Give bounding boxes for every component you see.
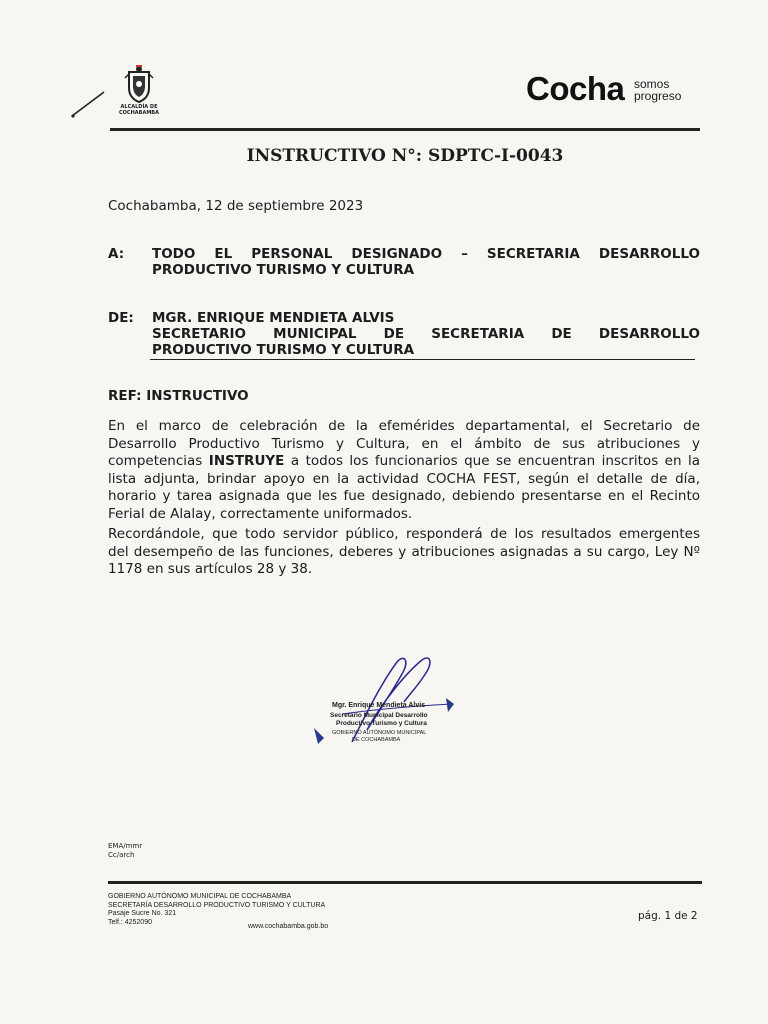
sender-label: DE: xyxy=(108,310,134,326)
signature-stamp xyxy=(312,652,462,752)
sender-line-3: PRODUCTIVO TURISMO Y CULTURA xyxy=(152,342,415,358)
stamp-org-2: DE COCHABAMBA xyxy=(352,737,401,743)
footer-address xyxy=(108,893,325,927)
recipient-line-2: PRODUCTIVO TURISMO Y CULTURA xyxy=(152,262,415,278)
initials-line-2: Cc/arch xyxy=(108,851,135,859)
cocha-brand-logo xyxy=(526,72,706,108)
footer-line-2: SECRETARÍA DESARROLLO PRODUCTIVO TURISMO Y CULTURA xyxy=(108,901,326,909)
signer-role-2: Productivo Turismo y Cultura xyxy=(336,720,427,727)
footer-line-1: GOBIERNO AUTÓNOMO MUNICIPAL DE COCHABAMBA xyxy=(108,893,292,900)
footer-line-3: Pasaje Sucre No. 321 xyxy=(108,910,177,917)
reference: REF: INSTRUCTIVO xyxy=(108,388,249,404)
document-date: Cochabamba, 12 de septiembre 2023 xyxy=(108,198,364,214)
sender-divider xyxy=(150,359,695,360)
recipient-line-1: TODO EL PERSONAL DESIGNADO – SECRETARIA DESARROLLO xyxy=(152,246,700,262)
footer-divider xyxy=(108,881,702,884)
footer-line-4: Telf.: 4252090 xyxy=(108,918,152,926)
municipality-logo xyxy=(112,64,166,120)
document-title: INSTRUCTIVO N°: SDPTC-I-0043 xyxy=(246,146,564,166)
header-divider xyxy=(110,128,700,131)
body-paragraph-1 xyxy=(108,418,700,524)
brand-name: Cocha xyxy=(526,70,625,107)
sender-line-1: MGR. ENRIQUE MENDIETA ALVIS xyxy=(152,310,395,326)
p2-line-2: del desempeño de las funciones, deberes y atribuciones asignadas a su cargo, Ley Nº xyxy=(108,543,700,560)
body-paragraph-2 xyxy=(108,526,700,579)
stamp-org-1: GOBIERNO AUTÓNOMO MUNICIPAL xyxy=(332,730,427,736)
instruye-keyword: INSTRUYE xyxy=(208,453,285,470)
muni-logo-caption-2: COCHABAMBA xyxy=(119,110,159,116)
p2-line-3: 1178 en sus artículos 28 y 38. xyxy=(108,561,313,578)
p1-line-5: horario y tarea asignada que les fue designado, debiendo presentarse en el Recinto xyxy=(108,488,700,505)
p1-line-3: competencias INSTRUYE a todos los funcionarios que se encuentran inscritos en la xyxy=(108,453,700,470)
muni-logo-caption-1: ALCALDÍA DE xyxy=(120,104,158,110)
signer-name: Mgr. Enrique Mendieta Alvis xyxy=(332,702,426,709)
p1-line-1: En el marco de celebración de la efemérides departamental, el Secretario de xyxy=(108,418,700,434)
initials-block xyxy=(108,842,142,860)
p2-line-1: Recordándole, que todo servidor público, responderá de los resultados emergentes xyxy=(108,526,700,542)
initials-line-1: EMA/mmr xyxy=(108,842,143,850)
p1-line-2: Desarrollo Productivo Turismo y Cultura, en el ámbito de sus atribuciones y xyxy=(108,435,700,452)
footer-website: www.cochabamba.gob.bo xyxy=(248,923,329,930)
signer-role-1: Secretario Municipal Desarrollo xyxy=(330,712,428,719)
recipient-label: A: xyxy=(108,246,125,262)
p1-line-4: lista adjunta, brindar apoyo en la actividad COCHA FEST, según el detalle de día, xyxy=(108,470,700,487)
pen-stroke-mark xyxy=(70,88,106,120)
brand-tagline-1: somos xyxy=(634,77,670,91)
p1-line-6: Ferial de Alalay, correctamente uniformados. xyxy=(108,505,413,522)
page-number: pág. 1 de 2 xyxy=(638,910,698,922)
brand-tagline-2: progreso xyxy=(634,89,682,103)
sender-line-2: SECRETARIO MUNICIPAL DE SECRETARIA DE DESARROLLO xyxy=(152,326,700,342)
coat-of-arms-icon xyxy=(119,64,159,104)
